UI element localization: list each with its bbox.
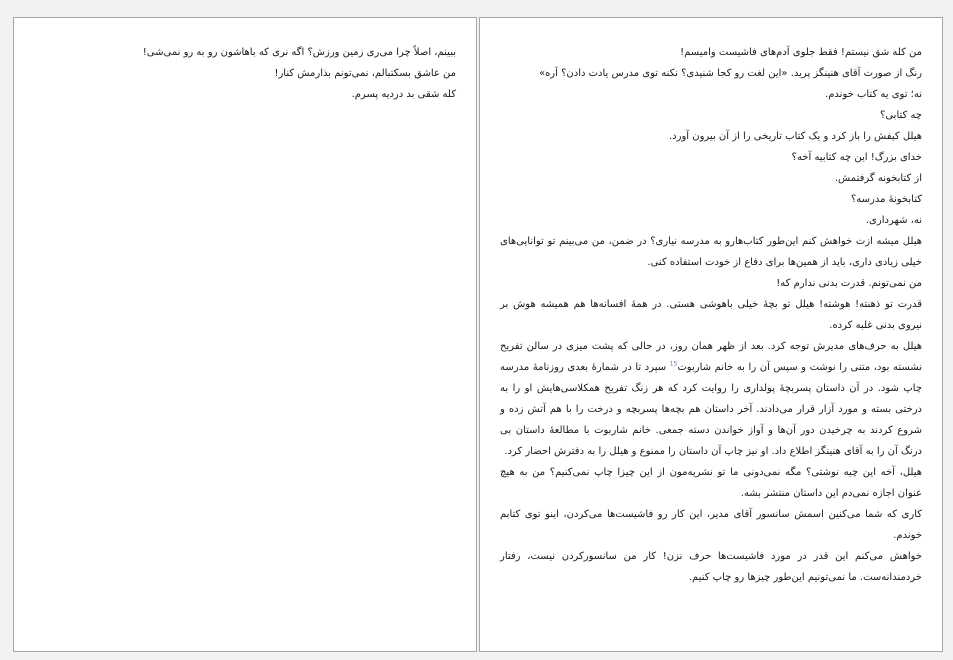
- paragraph: از کتابخونه گرفتمش.: [834, 173, 922, 184]
- paragraph: خواهش می‌کنم این قدر در مورد فاشیست‌ها حرف نزن! کار من سانسورکردن نیست، رفتار خردمندانه‌ست. ما نمی‌تونیم این‌طور چیزها رو چاپ کنیم.: [500, 551, 922, 583]
- paragraph: نه، شهرداری.: [865, 215, 922, 226]
- left-page-text: [34, 42, 456, 105]
- footnote-marker[interactable]: 15: [669, 360, 678, 368]
- paragraph-part: هیلل به حرف‌های مدیرش توجه کرد. بعد از ظهر همان روز، در حالی که پشت میزی در سالن تفریح نشسته بود، متنی را نوشت و سپس آن را به خانم شاربوت: [500, 341, 923, 373]
- paragraph: رنگ از صورت آقای هنینگز پرید. «این لغت رو کجا شنیدی؟ نکنه توی مدرس یادت دادن؟ آره»: [538, 68, 922, 79]
- left-page: [13, 17, 477, 652]
- right-page: [479, 17, 943, 652]
- paragraph-part: سپرد تا در شمارهٔ بعدی روزنامهٔ مدرسه چاپ شود. در آن داستان پسربچهٔ پولداری را روایت کرد که هر زنگ تفریح همکلاسی‌هایش او را به درختی بسته و مورد آزار قرار می‌دادند. آخر داستان هم بچه‌ها پسربچه و درخت را با هم آتش زده و شروع کردند به چرخیدن دور آن‌ها و آواز خواندن دسته جمعی. خانم شاربوت با مطالعهٔ داستان بی درنگ آن را به آقای هنینگز اطلاع داد. او نیز چاپ آن داستان را ممنوع و هیلل را به دفترش احضار کرد.: [500, 362, 922, 457]
- paragraph: چه کتابی؟: [880, 110, 922, 121]
- paragraph: من عاشق بسکتبالم، نمی‌تونم بذارمش کنار!: [274, 68, 456, 79]
- paragraph: [500, 336, 922, 462]
- paragraph: کله شقی بد دردیه پسرم.: [351, 89, 456, 100]
- paragraph: خدای بزرگ! این چه کتابیه آخه؟: [791, 152, 922, 163]
- paragraph: ببینم، اصلاً چرا می‌ری زمین ورزش؟ اگه نری که باهاشون رو به رو نمی‌شی!: [142, 47, 456, 58]
- paragraph: هیلل، آخه این چیه نوشتی؟ مگه نمی‌دونی ما تو نشریه‌مون از این چیزا چاپ نمی‌کنیم؟ من به هیچ عنوان اجازه نمی‌دم این داستان منتشر بشه.: [500, 467, 922, 499]
- paragraph: هیلل میشه ازت خواهش کنم این‌طور کتاب‌هارو به مدرسه نیاری؟ در ضمن، من می‌بینم تو توانایی‌های خیلی زیادی داری، باید از همین‌ها برای دفاع از خودت استفاده کنی.: [500, 236, 922, 268]
- paragraph: من کله شق نیستم! فقط جلوی آدم‌های فاشیست وامیسم!: [680, 47, 922, 58]
- paragraph: کاری که شما می‌کنین اسمش سانسور آقای مدیر، این کار رو فاشیست‌ها می‌کردن، اینو توی کتابم خوندم.: [500, 509, 922, 541]
- right-page-text: [500, 42, 922, 588]
- paragraph: نه؛ توی یه کتاب خوندم.: [825, 89, 922, 100]
- paragraph: قدرت تو ذهنته! هوشته! هیلل تو بچهٔ خیلی باهوشی هستی. در همهٔ افسانه‌ها هم همیشه هوش بر نیروی بدنی غلبه کرده.: [500, 299, 922, 331]
- paragraph: هیلل کیفش را باز کرد و یک کتاب تاریخی را از آن بیرون آورد.: [668, 131, 922, 142]
- paragraph: من نمی‌تونم. قدرت بدنی ندارم که!: [776, 278, 922, 289]
- paragraph: کتابخونهٔ مدرسه؟: [850, 194, 922, 205]
